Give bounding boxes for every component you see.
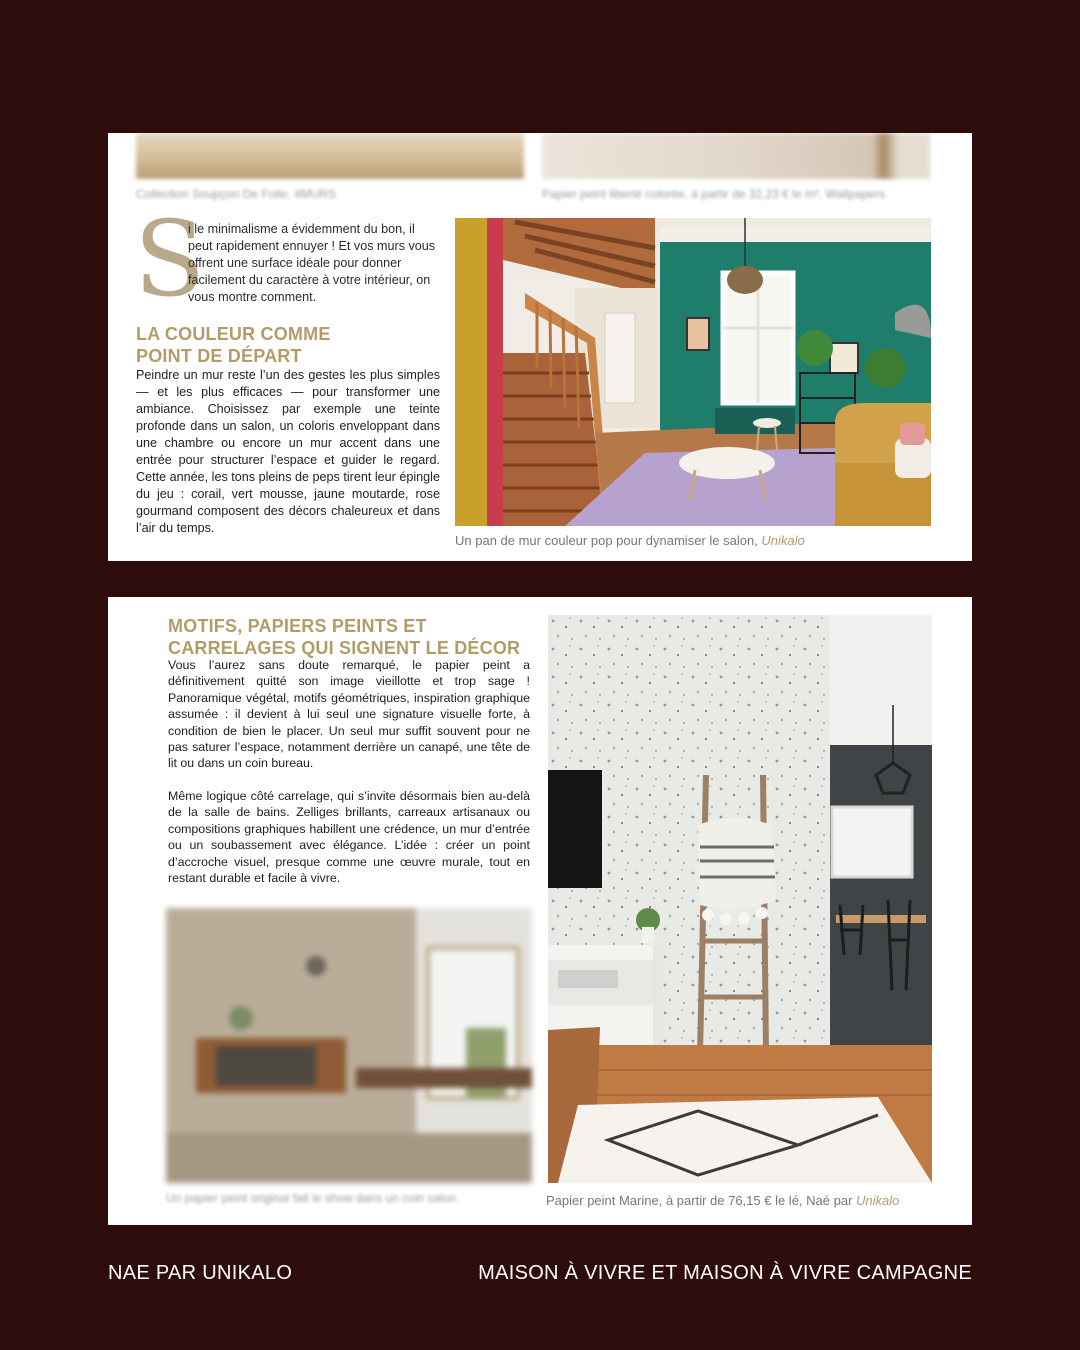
photo-caption xyxy=(546,1193,899,1208)
footer-publication: MAISON À VIVRE ET MAISON À VIVRE CAMPAGNE xyxy=(478,1262,972,1284)
wallpaper-room-photo xyxy=(548,615,932,1183)
footer-brand: NAE PAR UNIKALO xyxy=(108,1262,293,1284)
caption-text: Papier peint Marine, à partir de 76,15 € le lé, Naé par xyxy=(546,1193,853,1208)
body-paragraph-2: Même logique côté carrelage, qui s’invite désormais bien au-delà de la salle de bains. Zelliges brillants, carreaux artisanaux ou compositions graphiques habillent une crédence, un mur d’entrée ou un soubassement avec élégance. L’idée : créer un point d’accroche visuel, presque comme une œuvre murale, tout en restant durable et facile à vivre. xyxy=(168,789,530,886)
blurred-caption: Un papier peint original fait le show dans un coin salon xyxy=(166,1191,457,1205)
caption-credit: Unikalo xyxy=(856,1193,900,1208)
section-heading-line2: CARRELAGES QUI SIGNENT LE DÉCOR xyxy=(168,638,521,658)
body-text: Peindre un mur reste l’un des gestes les plus simples — et les plus efficaces — pour transformer une ambiance. Choisissez par exemple une teinte profonde dans un salon, un coloris enveloppant dans une chambre ou encore un mur accent dans une entrée pour structurer l’espace et guider le regard. Cette année, les tons pleins de peps tirent leur épingle du jeu : corail, vert mousse, jaune moutarde, rose gourmand composent des décors chaleureux et dans l’air du temps. xyxy=(136,368,440,535)
magazine-clipping-top xyxy=(108,133,972,561)
caption-credit: Unikalo xyxy=(761,533,805,548)
drop-cap: S xyxy=(134,198,206,320)
intro-text: i le minimalisme a évidemment du bon, il peut rapidement ennuyer ! Et vos murs vous offrent une surface idéale pour donner facilement du caractère à votre intérieur, on vous montre comment. xyxy=(188,222,436,304)
blurred-caption-left: Collection Soupçon De Folie, 4MURS xyxy=(136,187,337,201)
body-paragraph-1: Vous l’aurez sans doute remarqué, le papier peint a définitivement quitté son image vieillotte et trop sage ! Panoramique végétal, motifs géométriques, inspiration graphique assumée : il devient à lui seul une signature visuelle forte, à condition de bien le placer. Un seul mur suffit souvent pour ne pas saturer l’espace, notamment derrière un canapé, une tête de lit ou dans un coin bureau. xyxy=(168,658,530,771)
blurred-caption-right: Papier peint liberté colorée, à partir de 32,23 € le m², Wallpapers xyxy=(542,187,886,201)
blurred-photo xyxy=(166,908,532,1183)
photo-caption xyxy=(455,533,805,548)
cropped-photo-left xyxy=(136,133,524,179)
section-heading-line1: MOTIFS, PAPIERS PEINTS ET xyxy=(168,616,427,636)
section-heading-line2: POINT DE DÉPART xyxy=(136,346,302,366)
cropped-photo-right xyxy=(542,133,930,179)
section-heading-line1: LA COULEUR COMME xyxy=(136,324,331,344)
living-room-photo xyxy=(455,218,931,526)
magazine-clipping-bottom xyxy=(108,597,972,1225)
caption-text: Un pan de mur couleur pop pour dynamiser le salon, xyxy=(455,533,758,548)
